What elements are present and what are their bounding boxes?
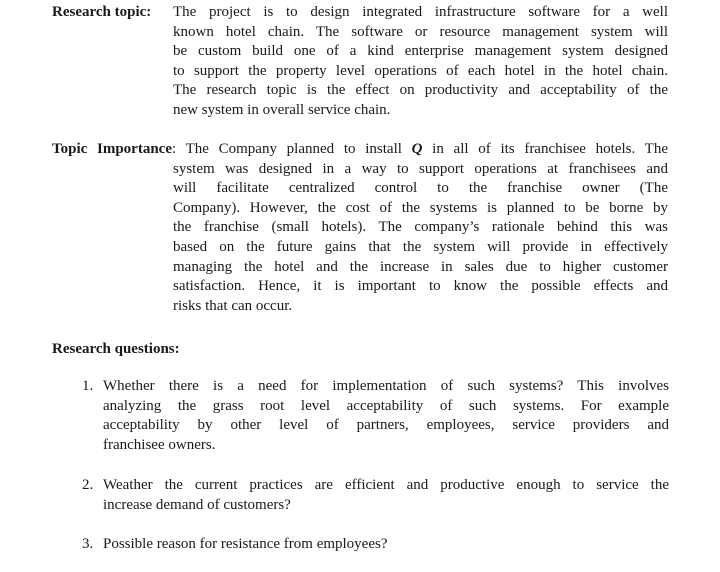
text-line: be custom build one of a kind enterprise management system designed <box>173 43 668 60</box>
text-line: managing the hotel and the increase in sales due to higher customer <box>173 258 668 275</box>
text-line: system was designed in a way to support operations at franchisees and <box>173 160 668 177</box>
research-topic-label: Research topic: <box>52 4 152 20</box>
text-line: Possible reason for resistance from employees? <box>103 536 388 552</box>
research-topic-section <box>52 3 668 121</box>
text-line: Weather the current practices are efficient and productive enough to service the <box>103 477 669 493</box>
topic-importance-label: Topic Importance <box>52 141 172 157</box>
text-line: will facilitate centralized control to the franchise owner (The <box>173 180 668 197</box>
text-line: the franchise (small hotels). The company’s rationale behind this was <box>173 219 668 236</box>
text-line: risks that can occur. <box>173 297 293 314</box>
text-fragment: : The Company planned to install <box>172 141 412 157</box>
text-line: analyzing the grass root level acceptability of such systems. For example <box>103 397 669 414</box>
text-line: satisfaction. Hence, it is important to know the possible effects and <box>173 278 668 295</box>
question-item-3 <box>82 535 669 555</box>
question-item-1 <box>82 377 669 455</box>
text-line: based on the future gains that the system will provide in effectively <box>173 238 668 255</box>
text-line: known hotel chain. The software or resource management system will <box>173 23 668 40</box>
text-fragment: in all of its franchisee hotels. The <box>422 141 668 157</box>
question-item-2 <box>82 476 669 515</box>
text-line: franchisee owners. <box>103 436 216 453</box>
topic-importance-section <box>52 140 668 316</box>
text-line: new system in overall service chain. <box>173 101 391 118</box>
text-line: acceptability by other level of partners, employees, service providers and <box>103 417 669 434</box>
list-number: 1. <box>82 378 94 394</box>
research-questions-heading: Research questions: <box>52 341 180 357</box>
q-symbol: Q <box>411 141 423 157</box>
text-line: The research topic is the effect on productivity and acceptability of the <box>173 82 668 99</box>
text-line: Whether there is a need for implementation of such systems? This involves <box>103 378 669 394</box>
list-number: 3. <box>82 536 94 552</box>
text-line: to support the property level operations of each hotel in the hotel chain. <box>173 62 668 79</box>
text-line: increase demand of customers? <box>103 496 291 513</box>
text-line: Company). However, the cost of the systems is planned to be borne by <box>173 199 668 216</box>
text-line: The project is to design integrated infrastructure software for a well <box>173 4 668 20</box>
list-number: 2. <box>82 477 94 493</box>
